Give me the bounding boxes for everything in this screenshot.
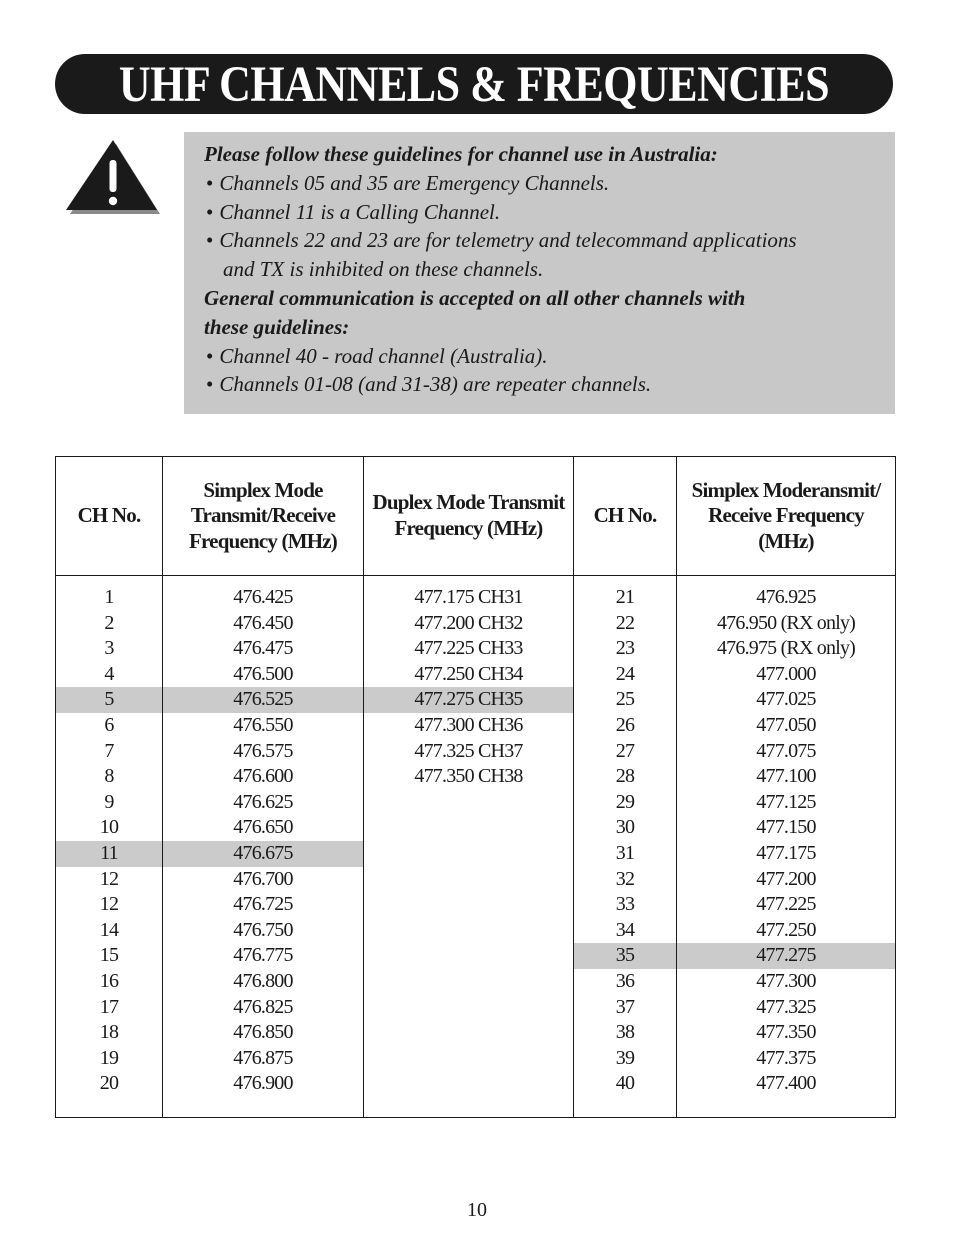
cell-ch-no-left: 16 xyxy=(56,969,163,995)
cell-simplex-right: 477.150 xyxy=(677,815,896,841)
cell-simplex-left: 476.825 xyxy=(163,995,364,1021)
notice-bullet-telemetry: • Channels 22 and 23 are for telemetry and telecommand applications xyxy=(206,228,797,253)
table-row xyxy=(56,995,896,1021)
cell-simplex-left: 476.600 xyxy=(163,764,364,790)
table-row xyxy=(56,687,896,713)
cell-simplex-right: 477.175 xyxy=(677,841,896,867)
cell-ch-no-left: 11 xyxy=(56,841,163,867)
cell-ch-no-left: 4 xyxy=(56,662,163,688)
cell-simplex-right: 477.325 xyxy=(677,995,896,1021)
cell-ch-no-right: 25 xyxy=(574,687,677,713)
table-header-row xyxy=(56,457,896,576)
cell-ch-no-left: 14 xyxy=(56,918,163,944)
header-duplex: Duplex Mode Transmit Frequency (MHz) xyxy=(364,457,574,576)
cell-ch-no-right: 22 xyxy=(574,611,677,637)
cell-simplex-right: 477.200 xyxy=(677,867,896,893)
cell-duplex: 477.225 CH33 xyxy=(364,636,574,662)
cell-simplex-right: 476.950 (RX only) xyxy=(677,611,896,637)
cell-ch-no-left: 1 xyxy=(56,576,163,611)
table-body xyxy=(56,576,896,1118)
table-row xyxy=(56,739,896,765)
cell-simplex-left: 476.850 xyxy=(163,1020,364,1046)
cell-duplex: 477.325 CH37 xyxy=(364,739,574,765)
table-row xyxy=(56,611,896,637)
cell-simplex-left: 476.725 xyxy=(163,892,364,918)
cell-ch-no-left: 6 xyxy=(56,713,163,739)
cell-simplex-left: 476.525 xyxy=(163,687,364,713)
cell-ch-no-right: 38 xyxy=(574,1020,677,1046)
cell-ch-no-left: 5 xyxy=(56,687,163,713)
table-row xyxy=(56,713,896,739)
header-ch-no-right: CH No. xyxy=(574,457,677,576)
cell-simplex-right: 477.400 xyxy=(677,1071,896,1117)
cell-duplex: 477.200 CH32 xyxy=(364,611,574,637)
header-simplex-left: Simplex Mode Transmit/Receive Frequency (MHz) xyxy=(163,457,364,576)
cell-duplex xyxy=(364,969,574,995)
cell-simplex-left: 476.750 xyxy=(163,918,364,944)
notice-bullet-emergency: • Channels 05 and 35 are Emergency Channels. xyxy=(206,170,610,195)
cell-simplex-right: 477.375 xyxy=(677,1046,896,1072)
cell-simplex-left: 476.450 xyxy=(163,611,364,637)
cell-simplex-left: 476.700 xyxy=(163,867,364,893)
cell-simplex-right: 477.050 xyxy=(677,713,896,739)
cell-ch-no-right: 27 xyxy=(574,739,677,765)
cell-ch-no-right: 30 xyxy=(574,815,677,841)
cell-simplex-left: 476.425 xyxy=(163,576,364,611)
cell-simplex-right: 477.075 xyxy=(677,739,896,765)
frequency-table xyxy=(55,456,896,1118)
cell-ch-no-left: 17 xyxy=(56,995,163,1021)
cell-ch-no-right: 37 xyxy=(574,995,677,1021)
cell-ch-no-right: 33 xyxy=(574,892,677,918)
table-row xyxy=(56,1046,896,1072)
cell-ch-no-left: 12 xyxy=(56,867,163,893)
cell-ch-no-right: 29 xyxy=(574,790,677,816)
notice-bullet-telemetry-cont: and TX is inhibited on these channels. xyxy=(223,257,544,282)
notice-bullet-road: • Channel 40 - road channel (Australia). xyxy=(206,343,548,368)
cell-ch-no-left: 3 xyxy=(56,636,163,662)
table-row xyxy=(56,892,896,918)
cell-ch-no-left: 9 xyxy=(56,790,163,816)
notice-bullet-calling: • Channel 11 is a Calling Channel. xyxy=(206,199,501,224)
cell-duplex xyxy=(364,867,574,893)
cell-simplex-right: 477.225 xyxy=(677,892,896,918)
title-banner xyxy=(55,54,893,114)
cell-duplex: 477.275 CH35 xyxy=(364,687,574,713)
cell-simplex-right: 477.100 xyxy=(677,764,896,790)
table-row xyxy=(56,790,896,816)
notice-heading: Please follow these guidelines for channel use in Australia: xyxy=(204,142,718,166)
cell-duplex xyxy=(364,1046,574,1072)
cell-duplex: 477.300 CH36 xyxy=(364,713,574,739)
notice-subheading-line2: these guidelines: xyxy=(204,314,350,339)
cell-simplex-left: 476.650 xyxy=(163,815,364,841)
cell-ch-no-left: 8 xyxy=(56,764,163,790)
cell-simplex-left: 476.875 xyxy=(163,1046,364,1072)
cell-simplex-right: 476.975 (RX only) xyxy=(677,636,896,662)
cell-ch-no-right: 40 xyxy=(574,1071,677,1117)
cell-ch-no-right: 23 xyxy=(574,636,677,662)
table-row xyxy=(56,815,896,841)
warning-triangle-icon xyxy=(60,138,162,216)
cell-ch-no-left: 18 xyxy=(56,1020,163,1046)
table-row xyxy=(56,969,896,995)
guidelines-notice xyxy=(184,132,895,414)
cell-ch-no-right: 21 xyxy=(574,576,677,611)
cell-simplex-right: 477.250 xyxy=(677,918,896,944)
cell-simplex-right: 477.025 xyxy=(677,687,896,713)
cell-duplex xyxy=(364,841,574,867)
cell-duplex: 477.250 CH34 xyxy=(364,662,574,688)
cell-duplex xyxy=(364,995,574,1021)
table-row xyxy=(56,1020,896,1046)
cell-simplex-left: 476.475 xyxy=(163,636,364,662)
cell-duplex: 477.350 CH38 xyxy=(364,764,574,790)
page-number: 10 xyxy=(467,1199,487,1221)
table-row xyxy=(56,576,896,611)
cell-simplex-left: 476.575 xyxy=(163,739,364,765)
cell-ch-no-left: 19 xyxy=(56,1046,163,1072)
table-row xyxy=(56,662,896,688)
cell-simplex-left: 476.800 xyxy=(163,969,364,995)
cell-ch-no-right: 26 xyxy=(574,713,677,739)
table-row xyxy=(56,943,896,969)
page-title: UHF CHANNELS & FREQUENCIES xyxy=(118,55,830,113)
cell-duplex xyxy=(364,918,574,944)
cell-ch-no-left: 2 xyxy=(56,611,163,637)
cell-simplex-right: 477.125 xyxy=(677,790,896,816)
cell-duplex: 477.175 CH31 xyxy=(364,576,574,611)
cell-simplex-left: 476.500 xyxy=(163,662,364,688)
cell-ch-no-right: 39 xyxy=(574,1046,677,1072)
cell-simplex-right: 477.275 xyxy=(677,943,896,969)
cell-simplex-left: 476.550 xyxy=(163,713,364,739)
cell-ch-no-right: 24 xyxy=(574,662,677,688)
table-row xyxy=(56,841,896,867)
cell-ch-no-left: 10 xyxy=(56,815,163,841)
cell-duplex xyxy=(364,943,574,969)
cell-ch-no-left: 12 xyxy=(56,892,163,918)
table-row xyxy=(56,918,896,944)
cell-simplex-left: 476.625 xyxy=(163,790,364,816)
cell-simplex-left: 476.675 xyxy=(163,841,364,867)
cell-duplex xyxy=(364,1020,574,1046)
table-row xyxy=(56,1071,896,1117)
cell-duplex xyxy=(364,815,574,841)
cell-ch-no-left: 7 xyxy=(56,739,163,765)
cell-ch-no-left: 15 xyxy=(56,943,163,969)
cell-simplex-left: 476.900 xyxy=(163,1071,364,1117)
cell-simplex-right: 476.925 xyxy=(677,576,896,611)
cell-simplex-right: 477.300 xyxy=(677,969,896,995)
table-row xyxy=(56,764,896,790)
cell-ch-no-right: 35 xyxy=(574,943,677,969)
cell-ch-no-right: 34 xyxy=(574,918,677,944)
cell-duplex xyxy=(364,892,574,918)
cell-simplex-right: 477.000 xyxy=(677,662,896,688)
cell-simplex-right: 477.350 xyxy=(677,1020,896,1046)
cell-ch-no-right: 28 xyxy=(574,764,677,790)
cell-ch-no-right: 36 xyxy=(574,969,677,995)
header-simplex-right: Simplex Moderansmit/ Receive Frequency (MHz) xyxy=(677,457,896,576)
cell-ch-no-left: 20 xyxy=(56,1071,163,1117)
table-row xyxy=(56,636,896,662)
table-row xyxy=(56,867,896,893)
header-ch-no-left: CH No. xyxy=(56,457,163,576)
cell-duplex xyxy=(364,790,574,816)
notice-subheading-line1: General communication is accepted on all other channels with xyxy=(204,285,746,310)
notice-bullet-repeater: • Channels 01-08 (and 31-38) are repeater channels. xyxy=(206,372,652,397)
cell-ch-no-right: 32 xyxy=(574,867,677,893)
cell-simplex-left: 476.775 xyxy=(163,943,364,969)
cell-duplex xyxy=(364,1071,574,1117)
cell-ch-no-right: 31 xyxy=(574,841,677,867)
